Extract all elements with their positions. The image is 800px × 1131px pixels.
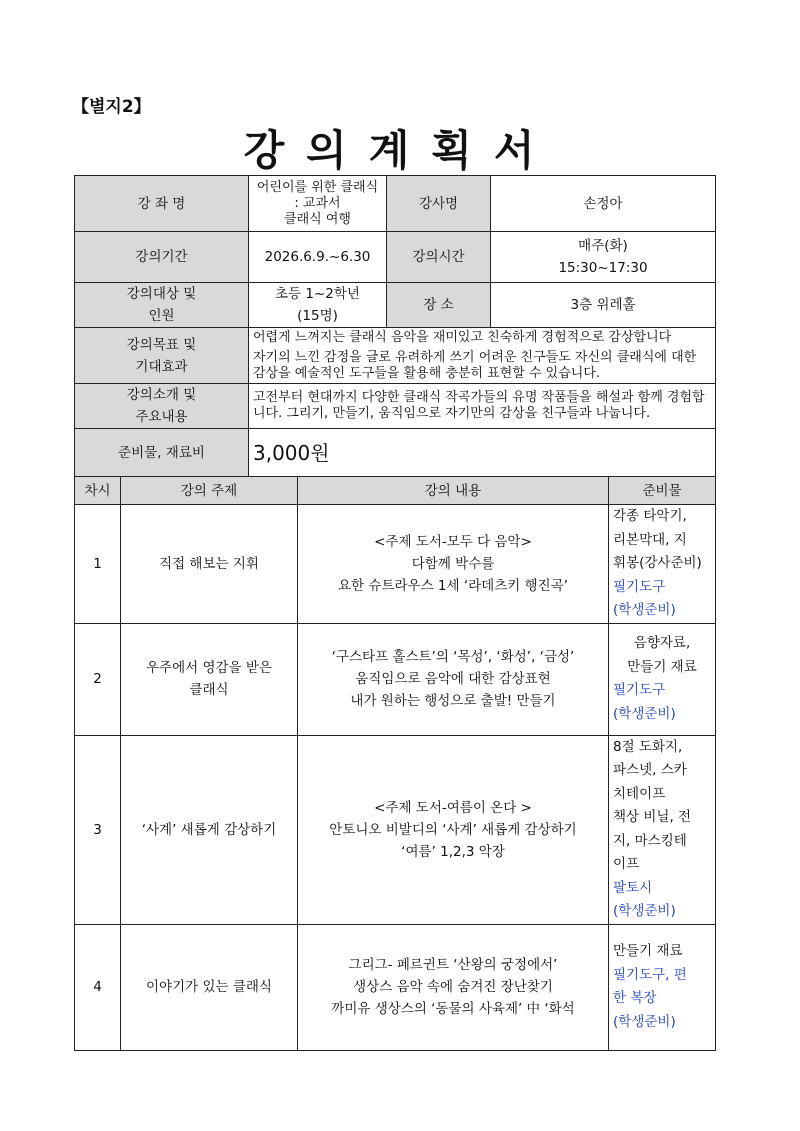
col-header-no: 차시 (75, 477, 121, 505)
session-content: <주제 도서-모두 다 음악> 다함께 박수를 요한 슈트라우스 1세 ‘라데츠키 행진곡’ (298, 505, 609, 624)
session-number: 4 (75, 924, 121, 1050)
session-materials: 음향자료, 만들기 재료 필기도구 (학생준비) (609, 623, 716, 735)
intro-label: 강의소개 및 주요내용 (75, 384, 249, 429)
session-topic: 우주에서 영감을 받은 클래식 (121, 623, 298, 735)
session-topic: 이야기가 있는 클래식 (121, 924, 298, 1050)
session-materials: 만들기 재료 필기도구, 편 한 복장 (학생준비) (609, 924, 716, 1050)
instructor-value: 손정아 (491, 176, 716, 232)
session-materials: 8절 도화지, 파스넷, 스카 치테이프 책상 비닐, 전 지, 마스킹테 이프 팔토시 (학생준비) (609, 735, 716, 924)
course-name-label: 강 좌 명 (75, 176, 249, 232)
page-title: 강의계획서 (243, 126, 557, 175)
session-materials: 각종 타악기, 리본막대, 지 휘봉(강사준비) 필기도구 (학생준비) (609, 505, 716, 624)
goal-value: 어렵게 느껴지는 클래식 음악을 재미있고 친숙하게 경험적으로 감상합니다 자기의 느낀 감정을 글로 유려하게 쓰기 어려운 친구들도 자신의 클래식에 대한 감상을 예술적인 도구들을 활용해 충분히 표현할 수 있습니다. (249, 328, 716, 384)
session-topic: ‘사계’ 새롭게 감상하기 (121, 735, 298, 924)
time-label: 강의시간 (387, 232, 491, 283)
col-header-content: 강의 내용 (298, 477, 609, 505)
col-header-topic: 강의 주제 (121, 477, 298, 505)
session-number: 3 (75, 735, 121, 924)
goal-label: 강의목표 및 기대효과 (75, 328, 249, 384)
col-header-materials: 준비물 (609, 477, 716, 505)
annex-label: 【별지2】 (72, 97, 151, 117)
table-row (75, 735, 716, 924)
time-value: 매주(화) 15:30~17:30 (491, 232, 716, 283)
session-content: <주제 도서-여름이 온다 > 안토니오 비발디의 ‘사계’ 새롭게 감상하기 ‘여름’ 1,2,3 악장 (298, 735, 609, 924)
cost-value: 3,000원 (249, 429, 716, 477)
place-value: 3층 위레홀 (491, 283, 716, 328)
session-number: 2 (75, 623, 121, 735)
session-topic: 직접 해보는 지휘 (121, 505, 298, 624)
table-row (75, 623, 716, 735)
intro-value: 고전부터 현대까지 다양한 클래식 작곡가들의 유명 작품들을 해설과 함께 경험합니다. 그리기, 만들기, 움직임으로 자기만의 감상을 친구들과 나눕니다. (249, 384, 716, 429)
session-content: 그리그- 페르귄트 ‘산왕의 궁정에서’ 생상스 음악 속에 숨겨진 장난찾기 까미유 생상스의 ‘동물의 사육제’ 中 ‘화석 (298, 924, 609, 1050)
session-number: 1 (75, 505, 121, 624)
lecture-plan-table (74, 175, 716, 1051)
place-label: 장 소 (387, 283, 491, 328)
table-row (75, 505, 716, 624)
session-content: ‘구스타프 홀스트’의 ‘목성’, ‘화성’, ‘금성’ 움직임으로 음악에 대한 감상표현 내가 원하는 행성으로 출발! 만들기 (298, 623, 609, 735)
period-value: 2026.6.9.~6.30 (249, 232, 387, 283)
table-row (75, 924, 716, 1050)
period-label: 강의기간 (75, 232, 249, 283)
cost-label: 준비물, 재료비 (75, 429, 249, 477)
instructor-label: 강사명 (387, 176, 491, 232)
course-name-value: 어린이를 위한 클래식 : 교과서 클래식 여행 (249, 176, 387, 232)
target-value: 초등 1~2학년 (15명) (249, 283, 387, 328)
target-label: 강의대상 및 인원 (75, 283, 249, 328)
